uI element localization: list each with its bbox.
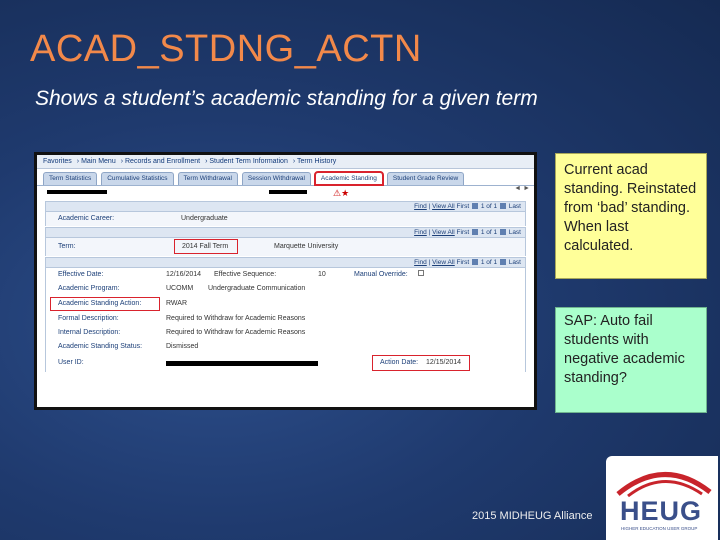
first-label: First: [456, 259, 470, 266]
effective-seq-label: Effective Sequence:: [214, 271, 277, 278]
first-arrow-icon[interactable]: [472, 203, 478, 209]
last-arrow-icon[interactable]: [500, 203, 506, 209]
institution-value: Marquette University: [274, 243, 339, 250]
action-row: [45, 296, 526, 312]
tab-bar: [37, 169, 534, 186]
formal-desc-row: [45, 312, 526, 326]
formal-desc-value: Required to Withdraw for Academic Reasons: [166, 315, 306, 322]
program-label: Academic Program:: [58, 285, 120, 292]
breadcrumb-item[interactable]: Student Term Information: [209, 158, 288, 165]
breadcrumb-item[interactable]: Records and Enrollment: [125, 158, 201, 165]
tab-term-withdrawal[interactable]: Term Withdrawal: [178, 172, 238, 185]
view-all-link[interactable]: View All: [432, 259, 455, 266]
roof-arc-icon: [614, 462, 714, 498]
career-row: [45, 212, 526, 226]
breadcrumb-item[interactable]: Term History: [297, 158, 337, 165]
program-code: UCOMM: [166, 285, 194, 292]
breadcrumb-item[interactable]: Main Menu: [81, 158, 116, 165]
peoplesoft-screenshot: [34, 152, 537, 410]
student-id-row: [37, 186, 534, 200]
slide-subtitle: Shows a student’s academic standing for a given term: [35, 87, 538, 110]
logo-subtitle: HIGHER EDUCATION USER GROUP: [621, 526, 698, 531]
row-counter: 1 of 1: [480, 229, 498, 236]
footer-text: 2015 MIDHEUG Alliance: [472, 510, 593, 522]
program-row: [45, 282, 526, 296]
program-desc: Undergraduate Communication: [208, 285, 306, 292]
callout-current-standing: Current acad standing. Reinstated from ‘bad’ standing. When last calculated.: [555, 153, 707, 279]
action-value: RWAR: [166, 300, 187, 307]
action-date-highlight-box: [372, 355, 470, 371]
status-value: Dismissed: [166, 343, 199, 350]
effective-date-value: 12/16/2014: [166, 271, 202, 278]
internal-desc-row: [45, 326, 526, 340]
tab-cumulative-statistics[interactable]: Cumulative Statistics: [101, 172, 173, 185]
last-label: Last: [508, 259, 521, 266]
user-id-label: User ID:: [58, 359, 84, 366]
first-arrow-icon[interactable]: [472, 229, 478, 235]
status-row: [45, 340, 526, 354]
effective-date-label: Effective Date:: [58, 271, 104, 278]
row-counter: 1 of 1: [480, 259, 498, 266]
slide-title: ACAD_STDNG_ACTN: [30, 28, 422, 70]
first-label: First: [456, 229, 470, 236]
term-label: Term:: [58, 243, 76, 250]
row-counter: 1 of 1: [480, 203, 498, 210]
term-value: 2014 Fall Term: [182, 243, 229, 250]
redacted-id: [269, 190, 307, 194]
first-label: First: [456, 203, 470, 210]
last-label: Last: [508, 203, 521, 210]
heug-logo: [606, 456, 718, 540]
term-highlight-box: [174, 239, 238, 254]
action-date-value: 12/15/2014: [426, 359, 462, 366]
alert-icon[interactable]: ⚠★: [333, 188, 350, 198]
tab-next-icon[interactable]: ►: [523, 185, 530, 192]
effective-date-row: [45, 268, 526, 282]
term-row: [45, 238, 526, 256]
career-grid-nav: Find | View All First 1 of 1 Last: [45, 201, 526, 212]
last-label: Last: [508, 229, 521, 236]
find-link[interactable]: Find: [414, 259, 427, 266]
user-id-row: [45, 354, 526, 372]
action-label: Academic Standing Action:: [58, 300, 142, 307]
internal-desc-label: Internal Description:: [58, 329, 121, 336]
standing-grid-nav: Find | View All First 1 of 1 Last: [45, 257, 526, 268]
view-all-link[interactable]: View All: [432, 229, 455, 236]
view-all-link[interactable]: View All: [432, 203, 455, 210]
status-label: Academic Standing Status:: [58, 343, 143, 350]
term-grid-nav: Find | View All First 1 of 1 Last: [45, 227, 526, 238]
logo-text: HEUG: [620, 496, 703, 526]
tab-session-withdrawal[interactable]: Session Withdrawal: [242, 172, 311, 185]
find-link[interactable]: Find: [414, 229, 427, 236]
redacted-user-id: [166, 361, 318, 366]
internal-desc-value: Required to Withdraw for Academic Reasons: [166, 329, 306, 336]
redacted-name: [47, 190, 107, 194]
career-label: Academic Career:: [58, 215, 115, 222]
career-value: Undergraduate: [181, 215, 228, 222]
first-arrow-icon[interactable]: [472, 259, 478, 265]
formal-desc-label: Formal Description:: [58, 315, 119, 322]
effective-seq-value: 10: [318, 271, 326, 278]
last-arrow-icon[interactable]: [500, 259, 506, 265]
action-date-label: Action Date:: [380, 359, 419, 366]
action-label-highlight-box: [50, 297, 160, 311]
breadcrumb: Favorites › Main Menu › Records and Enrollment › Student Term Information › Term History: [37, 155, 534, 169]
breadcrumb-item[interactable]: Favorites: [43, 158, 72, 165]
callout-sap-question: SAP: Auto fail students with negative academic standing?: [555, 307, 707, 413]
find-link[interactable]: Find: [414, 203, 427, 210]
manual-override-checkbox[interactable]: [418, 270, 424, 277]
tab-academic-standing[interactable]: Academic Standing: [315, 172, 383, 185]
tab-prev-icon[interactable]: ◄: [514, 185, 522, 192]
manual-override-label: Manual Override:: [354, 271, 408, 278]
tab-student-grade-review[interactable]: Student Grade Review: [387, 172, 464, 185]
tab-term-statistics[interactable]: Term Statistics: [43, 172, 97, 185]
last-arrow-icon[interactable]: [500, 229, 506, 235]
